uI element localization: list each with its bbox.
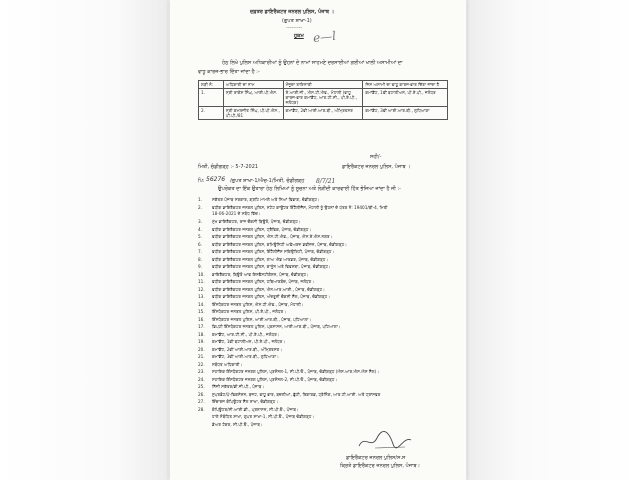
table-cell: 2. bbox=[199, 107, 224, 120]
list-item bbox=[198, 399, 453, 407]
list-item-text: ਇੰਸਪੈਕਟਰ ਜਨਰਲ ਪੁਲਿਸ, ਆਈ.ਆਰ.ਬੀ., ਪੰਜਾਬ, ਪਟਿਆਲਾ। bbox=[212, 316, 312, 322]
officers-table bbox=[198, 80, 448, 120]
list-item-text: ਕਮਾਂਡੈਂਟ, 1ਵੀਂ ਬਟਾਲੀਅਨ, ਪੀ.ਏ.ਪੀ., ਜਲੰਧਰ। bbox=[212, 339, 286, 344]
list-item-number: 3. bbox=[198, 219, 202, 224]
list-item-text: ਵਧੀਕ ਡਾਇਰੈਕਟਰ ਜਨਰਲ ਪੁਲਿਸ, ਅੰਦਰੂਨੀ ਚੌਕਸੀ ਸੈੱਲ, ਪੰਜਾਬ, ਚੰਡੀਗੜ੍ਹ। bbox=[212, 294, 331, 299]
list-item-text: ਡਾਇਰੈਕਟਰ, ਬਿਊਰੋ ਆਫ ਇਨਵੈਸਟੀਗੇਸ਼ਨ, ਪੰਜਾਬ, ਚੰਡੀਗੜ੍ਹ। bbox=[212, 271, 309, 277]
list-item-number: 2. bbox=[198, 204, 202, 210]
list-item bbox=[198, 414, 453, 422]
list-item-text: ਇੰਸਪੈਕਟਰ ਜਨਰਲ ਪੁਲਿਸ, ਐਸ.ਟੀ.ਐਫ., ਪੰਜਾਬ, ਮੋਹਾਲੀ। bbox=[212, 301, 304, 307]
list-item-text: ਡੇਅਰ ਟੇਕਰ, ਸੀ.ਪੀ.ਓ., ਪੰਜਾਬ। bbox=[212, 421, 263, 427]
list-item-number: 25. bbox=[198, 384, 205, 389]
list-item bbox=[198, 227, 453, 235]
table-row bbox=[199, 89, 448, 107]
list-item bbox=[198, 377, 453, 385]
list-item-text: ਸਹਾਇਕ ਇੰਸਪੈਕਟਰ ਜਨਰਲ ਪੁਲਿਸ, ਪ੍ਰਸੋਨਲ-2, ਸੀ.ਪੀ.ਓ., ਪੰਜਾਬ, ਚੰਡੀਗੜ੍ਹ। bbox=[212, 376, 338, 382]
list-item bbox=[198, 324, 453, 332]
list-item bbox=[198, 384, 453, 392]
list-item bbox=[198, 392, 453, 400]
table-cell: ਕਮਾਂਡੈਂਟ, 3ਵੀਂ ਆਈ.ਆਰ.ਬੀ., ਲੁਧਿਆਣਾ bbox=[363, 107, 448, 120]
list-item-number: 11. bbox=[198, 279, 205, 284]
list-item bbox=[198, 407, 453, 415]
heading-divider: --------- bbox=[286, 25, 303, 31]
list-item-text: ਨਿੱਜੀ ਸਕੱਤਰ/ਡੀ.ਜੀ.ਪੀ., ਪੰਜਾਬ। bbox=[212, 384, 265, 389]
list-item bbox=[198, 309, 453, 317]
list-item-text: ਸਕੱਤਰ ਪੰਜਾਬ ਸਰਕਾਰ, ਗ੍ਰਹਿ ਮਾਮਲੇ ਅਤੇ ਨਿਆਂ ਵਿਭਾਗ, ਚੰਡੀਗੜ੍ਹ। bbox=[212, 197, 320, 202]
table-cell: ਏ.ਆਈ.ਜੀ., ਐਸ.ਟੀ.ਐਫ., ਮੋਹਾਲੀ (ਵਾਧੂ ਕਾਰਜ-ਭਾਰ ਕਮਾਂਡੈਂਟ, ਆਰ.ਟੀ.ਸੀ., ਪੀ.ਏ.ਪੀ., ਜਲੰਧਰ) bbox=[283, 89, 363, 107]
list-item-number: 5. bbox=[198, 234, 202, 239]
list-item-number: 12. bbox=[198, 286, 205, 292]
table-cell: 1. bbox=[199, 89, 224, 107]
list-item-text: ਵਧੀਕ ਡਾਇਰੈਕਟਰ ਜਨਰਲ ਪੁਲਿਸ, ਕਮਿਊਨਿਟੀ ਅਫੇਅਰਜ਼ ਡਵੀਜ਼ਨ, ਪੰਜਾਬ, ਚੰਡੀਗੜ੍ਹ। bbox=[212, 241, 347, 247]
table-header-cell: ਮੌਜੂਦਾ ਤਾਇਨਾਤੀ bbox=[283, 81, 363, 89]
list-item-number: 14. bbox=[198, 301, 205, 307]
signature-scribble bbox=[355, 428, 415, 454]
list-item-text: ਵਧੀਕ ਡਾਇਰੈਕਟਰ ਜਨਰਲ ਪੁਲਿਸ, ਸਟੇਟ ਕਾਊਂਟਰ ਇੰਟੈਲੀਜੈਂਸ, ਮੋਹਾਲੀ ਨੂੰ ਉਹਨਾਂ ਦੇ ਪੱਤਰ ਨੰ: 19401/ਬੀ-4, ਮਿਤੀ bbox=[212, 204, 388, 210]
list-item bbox=[198, 219, 453, 227]
table-header-cell: ਅਧਿਕਾਰੀ ਦਾ ਨਾਮ bbox=[223, 81, 283, 89]
endorsement-prefix: ਪਿ: bbox=[198, 178, 205, 184]
branch-subheading: (ਗੁਪਤ ਸ਼ਾਖਾ-1) bbox=[282, 18, 312, 24]
list-item bbox=[198, 287, 453, 295]
list-item-number: 4. bbox=[198, 226, 202, 232]
intro-line-1: ਹੇਠ ਲਿਖੇ ਪੁਲਿਸ ਅਧਿਕਾਰੀਆਂ ਨੂੰ ਉਹਨਾਂ ਦੇ ਨਾਮਾਂ ਸਾਹਮਣੇ ਦਰਸਾਈਆਂ ਗਈਆਂ ਖਾਲੀ ਅਸਾਮੀਆਂ ਦਾ bbox=[222, 60, 403, 66]
signed-mark: ਸਹੀ/- bbox=[370, 154, 382, 160]
footer-designation: ਕ੍ਰਿਤੇ ਡਾਇਰੈਕਟਰ ਜਨਰਲ ਪੁਲਿਸ, ਪੰਜਾਬ। bbox=[340, 463, 420, 469]
list-item bbox=[198, 294, 453, 302]
handwritten-mark: e—l bbox=[312, 28, 337, 46]
list-item-number: 28. bbox=[198, 406, 205, 412]
list-item-number: 23. bbox=[198, 369, 205, 374]
page-edge-right bbox=[466, 0, 467, 480]
list-item bbox=[198, 234, 453, 242]
handwritten-endorsement-number: 56276 bbox=[206, 176, 226, 183]
list-item-number: 26. bbox=[198, 391, 205, 397]
table-header-cell: ਜਿਸ ਅਸਾਮੀ ਦਾ ਵਾਧੂ ਕਾਰਜ-ਭਾਰ ਦਿੱਤਾ ਜਾਂਦਾ ਹੈ bbox=[363, 81, 448, 89]
list-item-number: 13. bbox=[198, 294, 205, 299]
list-item-number: 16. bbox=[198, 316, 205, 322]
list-item-text: ਸਬੰਧਤ ਅਧਿਕਾਰੀ। bbox=[212, 361, 243, 367]
list-item bbox=[198, 302, 453, 310]
list-item-number: 19. bbox=[198, 339, 205, 344]
list-item bbox=[198, 354, 453, 362]
list-item-text: ਇੰਚਾਰਜ ਕੰਪਿਊਟਰ ਸੈੱਲ ਸ਼ਾਖਾ, ਚੰਡੀਗੜ੍ਹ। bbox=[212, 399, 279, 404]
distribution-list bbox=[198, 197, 453, 429]
table-cell: ਸ੍ਰੀ ਰਾਕੇਸ਼ ਸਿੰਘ, ਆਈ.ਪੀ.ਐਸ. bbox=[223, 89, 283, 107]
place-date: ਮਿਤੀ, ਚੰਡੀਗੜ੍ਹ :- 5-7-2021 bbox=[198, 164, 259, 170]
list-item-number: 21. bbox=[198, 354, 205, 359]
copy-forward-text: ਉਪਰੋਕਤ ਦਾ ਇੱਕ ਉਤਾਰਾ ਹੇਠ ਲਿਖਿਆਂ ਨੂੰ ਸੂਚਨਾ ਅਤੇ ਲੋੜੀਂਦੀ ਕਾਰਵਾਈ ਹਿੱਤ ਭੇਜਿਆ ਜਾਂਦਾ ਹੈ ਜੀ :- bbox=[218, 186, 401, 192]
footer-signatory: ਡਾਇਰੈਕਟਰ ਜਨਰਲ ਪੁਲਿਸ/ਸ.ਸ bbox=[346, 455, 406, 461]
endorsement-line: /ਗੁਪਤ ਸ਼ਾਖਾ-1/ਐਚ-1/ਮਿਤੀ, ਚੰਡੀਗੜ੍ਹ bbox=[230, 178, 305, 184]
table-header-cell: ਲੜੀ ਨੰ: bbox=[199, 81, 224, 89]
list-item-number: 7. bbox=[198, 249, 202, 254]
list-item bbox=[198, 242, 453, 250]
list-item-text: ਕਮਾਂਡੈਂਟ, 3ਵੀਂ ਆਈ.ਆਰ.ਬੀ., ਲੁਧਿਆਣਾ। bbox=[212, 354, 279, 359]
copy-continuation: 18-06-2021 ਦੇ ਸਬੰਧ ਵਿੱਚ। bbox=[212, 211, 261, 216]
list-item-number: 6. bbox=[198, 241, 202, 247]
table-cell: ਕਮਾਂਡੈਂਟ, 1ਵੀਂ ਬਟਾਲੀਅਨ, ਪੀ.ਏ.ਪੀ., ਜਲੰਧਰ bbox=[363, 89, 448, 107]
table-row bbox=[199, 107, 448, 120]
list-item bbox=[198, 197, 453, 205]
list-item-number: 15. bbox=[198, 309, 205, 314]
handwritten-endorsement-date: 8/7/21 bbox=[316, 178, 336, 185]
list-item bbox=[198, 347, 453, 355]
list-item-number: 9. bbox=[198, 264, 202, 269]
right-margin-background bbox=[464, 0, 640, 480]
list-item-text: ਸਹਾਇਕ ਇੰਸਪੈਕਟਰ ਜਨਰਲ ਪੁਲਿਸ, ਪ੍ਰਸੋਨਲ-1, ਸੀ.ਪੀ.ਓ., ਪੰਜਾਬ, ਚੰਡੀਗੜ੍ਹ (ਐਸ.ਆਰ.ਐਸ.ਐਸ ਸੈੱਲ)। bbox=[212, 369, 380, 374]
list-item bbox=[198, 369, 453, 377]
list-item-text: ਵਧੀਕ ਡਾਇਰੈਕਟਰ ਜਨਰਲ ਪੁਲਿਸ, ਇੰਟੈਲੀਜੈਂਸ ਸਕਿਉਰਿਟੀ, ਪੰਜਾਬ, ਚੰਡੀਗੜ੍ਹ। bbox=[212, 249, 335, 254]
list-item bbox=[198, 279, 453, 287]
list-item-number: 22. bbox=[198, 361, 205, 367]
table-cell: ਕਮਾਂਡੈਂਟ, 2ਵੀਂ ਆਈ.ਆਰ.ਬੀ., ਅੰਮ੍ਰਿਤਸਰ bbox=[283, 107, 363, 120]
list-item bbox=[198, 249, 453, 257]
list-item-text: ਸੁਪਰਡੰਟ/ਪੇ-ਫਿਕਸੇਸ਼ਨ, ਬਜਟ, ਵਾਧੂ ਭਾਰ, ਬਦਲੀਆਂ, ਛੁੱਟੀ, ਰਿਕਾਰਡ, ਟ੍ਰੇਨਿੰਗ, ਆਰ.ਟੀ.ਆਈ. ਅਤੇ ਟ੍ਰਾਂਸਫਰ bbox=[212, 391, 381, 397]
list-item bbox=[198, 272, 453, 280]
document-page bbox=[170, 0, 466, 480]
list-item-text: ਵਧੀਕ ਡਾਇਰੈਕਟਰ ਜਨਰਲ ਪੁਲਿਸ, ਕਾਨੂੰਨ ਅਤੇ ਵਿਵਸਥਾ, ਪੰਜਾਬ, ਚੰਡੀਗੜ੍ਹ। bbox=[212, 264, 331, 269]
list-item-number: 27. bbox=[198, 399, 205, 404]
intro-line-2: ਵਾਧੂ ਕਾਰਜ-ਭਾਰ ਦਿੱਤਾ ਜਾਂਦਾ ਹੈ :- bbox=[198, 69, 260, 75]
list-item-number: 18. bbox=[198, 331, 205, 337]
list-item-number: 1. bbox=[198, 197, 202, 202]
list-item bbox=[198, 264, 453, 272]
list-item-text: ਮੁੱਖ ਡਾਇਰੈਕਟਰ, ਰਾਜ ਚੌਕਸੀ ਬਿਊਰੋ, ਪੰਜਾਬ, ਚੰਡੀਗੜ੍ਹ। bbox=[212, 219, 301, 224]
office-heading: ਦਫ਼ਤਰ ਡਾਇਰੈਕਟਰ ਜਨਰਲ ਪੁਲਿਸ, ਪੰਜਾਬ । bbox=[250, 9, 335, 15]
issuer-designation: ਡਾਇਰੈਕਟਰ ਜਨਰਲ ਪੁਲਿਸ, ਪੰਜਾਬ । bbox=[342, 164, 411, 170]
list-item-text: ਹਾਲੇ ਸੰਬੰਧਿਤ ਸ਼ਾਖਾ, ਗੁਪਤ ਸ਼ਾਖਾ-1, ਸੀ.ਪੀ.ਓ., ਪੰਜਾਬ ਚੰਡੀਗੜ੍ਹ। bbox=[212, 414, 315, 419]
list-item-text: ਵਧੀਕ ਡਾਇਰੈਕਟਰ ਜਨਰਲ ਪੁਲਿਸ, ਐਨ.ਆਰ.ਆਈ., ਪੰਜਾਬ, ਚੰਡੀਗੜ੍ਹ। bbox=[212, 286, 325, 292]
list-item-text: ਕਮਾਂਡੈਂਟ, 2ਵੀਂ ਆਈ.ਆਰ.ਬੀ., ਅੰਮ੍ਰਿਤਸਰ। bbox=[212, 346, 283, 352]
list-item-number: 20. bbox=[198, 346, 205, 352]
list-item bbox=[198, 339, 453, 347]
list-item-number: 8. bbox=[198, 256, 202, 262]
list-item-text: ਵਧੀਕ ਡਾਇਰੈਕਟਰ ਜਨਰਲ ਪੁਲਿਸ, ਲਾਅ ਐਂਡ ਆਰਡਰ, ਪੰਜਾਬ, ਚੰਡੀਗੜ੍ਹ। bbox=[212, 256, 329, 262]
list-item-text: ਕੰਪਿਊਟਰ/ਸੀ.ਆਈ.ਡੀ., ਪ੍ਰਸ਼ਾਸਨ, ਸੀ.ਪੀ.ਓ., ਪੰਜਾਬ। bbox=[212, 406, 299, 412]
table-cell: ਸ੍ਰੀ ਕਮਲਜੀਤ ਸਿੰਘ, ਪੀ.ਪੀ.ਐਸ., ਪੀ.ਪੀ./81 bbox=[223, 107, 283, 120]
order-title: ਹੁਕਮ bbox=[294, 33, 304, 39]
list-item-text: ਵਧੀਕ ਡਾਇਰੈਕਟਰ ਜਨਰਲ ਪੁਲਿਸ, ਟ੍ਰੈਫਿਕ, ਪੰਜਾਬ, ਚੰਡੀਗੜ੍ਹ। bbox=[212, 226, 312, 232]
list-item bbox=[198, 332, 453, 340]
list-item bbox=[198, 317, 453, 325]
list-item-number: 24. bbox=[198, 376, 205, 382]
list-item bbox=[198, 257, 453, 265]
list-item-number: 17. bbox=[198, 324, 205, 329]
list-item-text: ਡਿਪਟੀ ਇੰਸਪੈਕਟਰ ਜਨਰਲ ਪੁਲਿਸ, ਪ੍ਰਸ਼ਾਸਨ, ਆਈ.ਆਰ.ਬੀ., ਪੰਜਾਬ, ਪਟਿਆਲਾ। bbox=[212, 324, 341, 329]
table-header-row bbox=[199, 81, 448, 89]
list-item-text: ਵਧੀਕ ਡਾਇਰੈਕਟਰ ਜਨਰਲ ਪੁਲਿਸ, ਹਥਿਆਰਬੰਦ, ਪੰਜਾਬ, ਜਲੰਧਰ। bbox=[212, 279, 315, 284]
list-item-text: ਇੰਸਪੈਕਟਰ ਜਨਰਲ ਪੁਲਿਸ, ਪੀ.ਏ.ਪੀ., ਜਲੰਧਰ। bbox=[212, 309, 287, 314]
list-item-text: ਕਮਾਂਡੈਂਟ, ਆਰ.ਟੀ.ਸੀ., ਪੀ.ਏ.ਪੀ., ਜਲੰਧਰ। bbox=[212, 331, 280, 337]
list-item bbox=[198, 362, 453, 370]
left-margin-background bbox=[0, 0, 168, 480]
list-item-number: 10. bbox=[198, 271, 205, 277]
page-edge-left bbox=[168, 0, 169, 480]
list-item-text: ਵਧੀਕ ਡਾਇਰੈਕਟਰ ਜਨਰਲ ਪੁਲਿਸ, ਐਸ.ਟੀ.ਐਫ., ਪੰਜਾਬ, ਐਸ.ਏ.ਐਸ.ਨਗਰ। bbox=[212, 234, 333, 239]
